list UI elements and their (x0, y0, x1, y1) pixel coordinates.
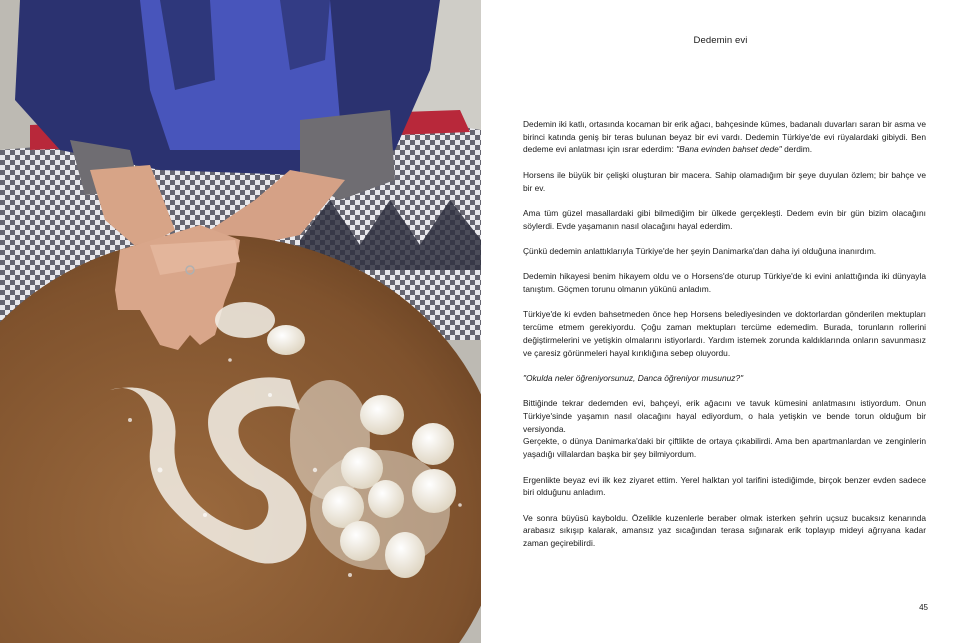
body-text (523, 118, 926, 562)
paragraph: Bittiğinde tekrar dedemden evi, bahçeyi, erik ağacını ve tavuk kümesini anlatmasını istiyordum. Onun Türkiye'sinde yaşamın nasıl olacağını hayal ediyordum, o hala yetişkin ve bende torun olduğum bir versiyonda. (523, 398, 926, 434)
paragraph: Gerçekte, o dünya Danimarka'daki bir çiftlikte de ortaya çıkabilirdi. Ama ben apartmanlardan ve zenginlerin yaşadığı villalardan başka bir şey bilmiyordum. (523, 436, 926, 460)
paragraph: Ama tüm güzel masallardaki gibi bilmediğim bir ülkede gerçekleşti. Dedem evin bir gün bizim olacağını söylerdi. Evde yaşamanın nasıl olacağını hayal ederdim. (523, 207, 926, 231)
paragraph: Çünkü dedemin anlattıklarıyla Türkiye'de her şeyin Danimarka'dan daha iyi olduğuna inanırdım. (523, 245, 877, 256)
quote-text: "Bana evinden bahset dede" (676, 144, 782, 155)
paragraph: Ve sonra büyüsü kayboldu. Özelikle kuzenlerle beraber olmak isterken şehrin uçsuz bucaksız kenarında arabasız sıkışıp kalarak, amansız yaz sıcağından terasa sığınarak erik toplayıp mideyi ağrıyana kadar zaman geçirebilirdi. (523, 512, 926, 549)
paragraph: Dedemin hikayesi benim hikayem oldu ve o Horsens'de oturup Türkiye'de ki evini anlattığında iki dünyayla tanıştım. Göçmen torunu olmanın yükünü anladım. (523, 271, 926, 295)
quote-text: "Okulda neler öğreniyorsunuz, Danca öğreniyor musunuz?" (523, 372, 744, 383)
paragraph: Türkiye'de ki evden bahsetmeden önce hep Horsens belediyesinden ve doktorlardan gönderilen mektupları tercüme etmem gerekiyordu. Çoğu zaman mektupları tercüme edemedim. Burada, torunların rollerini değiştirmelerini ve yetişkin olmalarını istiyorlardı. Yardım istemek zorunda kaldıklarında onların savunmasız ve çaresiz görünmeleri hayal kırıklığına sebep oluyordu. (523, 309, 926, 358)
quote-paragraph (523, 372, 926, 385)
paragraph-text: derdim. (781, 144, 813, 155)
text-page (481, 0, 960, 643)
page-number: 45 (919, 603, 928, 612)
page-title: Dedemin evi (693, 35, 748, 46)
paragraph: Ergenlikte beyaz evi ilk kez ziyaret ettim. Yerel halktan yol tarifini istediğimde, birçok benzer evden sadece biri olduğunu anladım. (523, 474, 926, 498)
paragraph-text: Dedemin iki katlı, ortasında kocaman bir erik ağacı, bahçesinde kümes, badanalı duvarları saran bir asma ve birinci katında geniş bir teras bulunan beyaz bir evi vardı. Dedemin Türkiye'de evi rüyalardaki gibiydi. Ben dedeme evi anlatması için ısrar ederdim: (523, 119, 926, 155)
paragraph (523, 118, 926, 156)
paragraph: Horsens ile büyük bir çelişki oluşturan bir macera. Sahip olamadığım bir şeye duyulan özlem; bir bahçe ve bir ev. (523, 169, 926, 193)
